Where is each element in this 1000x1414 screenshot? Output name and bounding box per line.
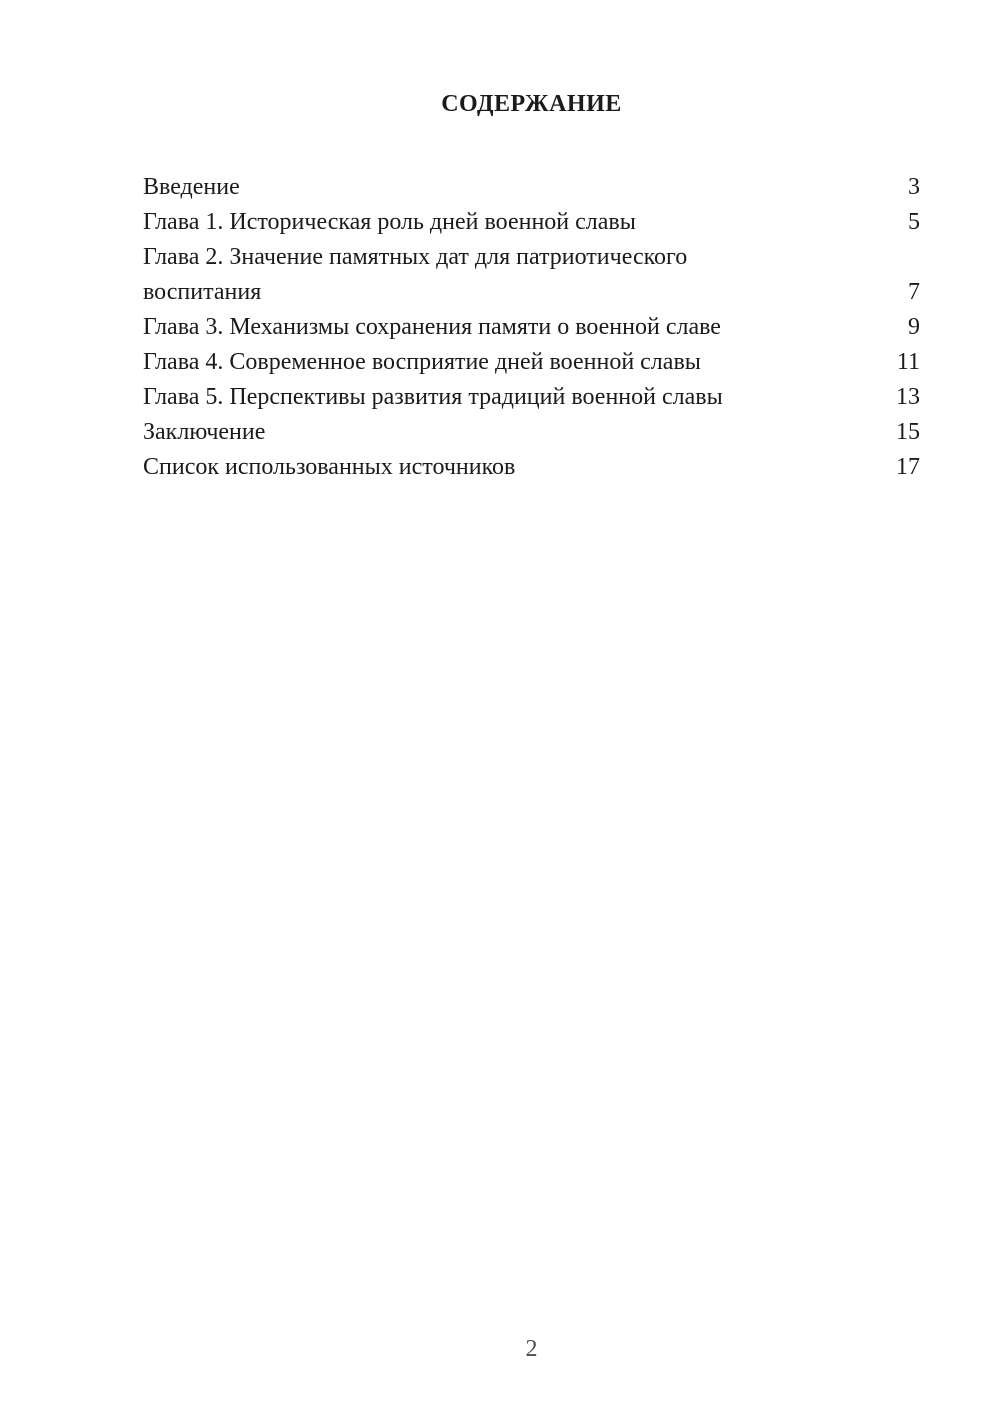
toc-entry-page: 5	[908, 209, 920, 235]
toc-entry-title: Глава 3. Механизмы сохранения памяти о военной славе	[143, 314, 721, 340]
toc-entry-title: Список использованных источников	[143, 454, 516, 480]
toc-entry	[143, 205, 920, 240]
toc-entry-page: 13	[896, 384, 920, 410]
toc-entry-title: Глава 1. Историческая роль дней военной славы	[143, 209, 636, 235]
toc-entry	[143, 380, 920, 415]
toc-entry-page: 17	[896, 454, 920, 480]
toc-entry	[143, 240, 920, 310]
toc-entry-title: Глава 4. Современное восприятие дней военной славы	[143, 349, 701, 375]
toc-entry-page: 7	[908, 279, 920, 305]
toc-entry-page: 3	[908, 174, 920, 200]
toc-entry-page: 9	[908, 314, 920, 340]
toc-entry-page: 11	[896, 349, 920, 375]
toc-entry-page: 15	[896, 419, 920, 445]
toc-entry-title: Глава 5. Перспективы развития традиций военной славы	[143, 384, 723, 410]
toc-entry-title: Заключение	[143, 419, 266, 445]
toc-entry	[143, 345, 920, 380]
toc-entry	[143, 415, 920, 450]
toc-entry-title: Глава 2. Значение памятных дат для патриотического воспитания	[143, 244, 688, 305]
toc-entry-title: Введение	[143, 174, 240, 200]
table-of-contents	[143, 170, 920, 485]
page-title: СОДЕРЖАНИЕ	[441, 91, 622, 117]
toc-entry	[143, 450, 920, 485]
toc-entry	[143, 310, 920, 345]
page-number: 2	[525, 1336, 538, 1362]
toc-entry	[143, 170, 920, 205]
